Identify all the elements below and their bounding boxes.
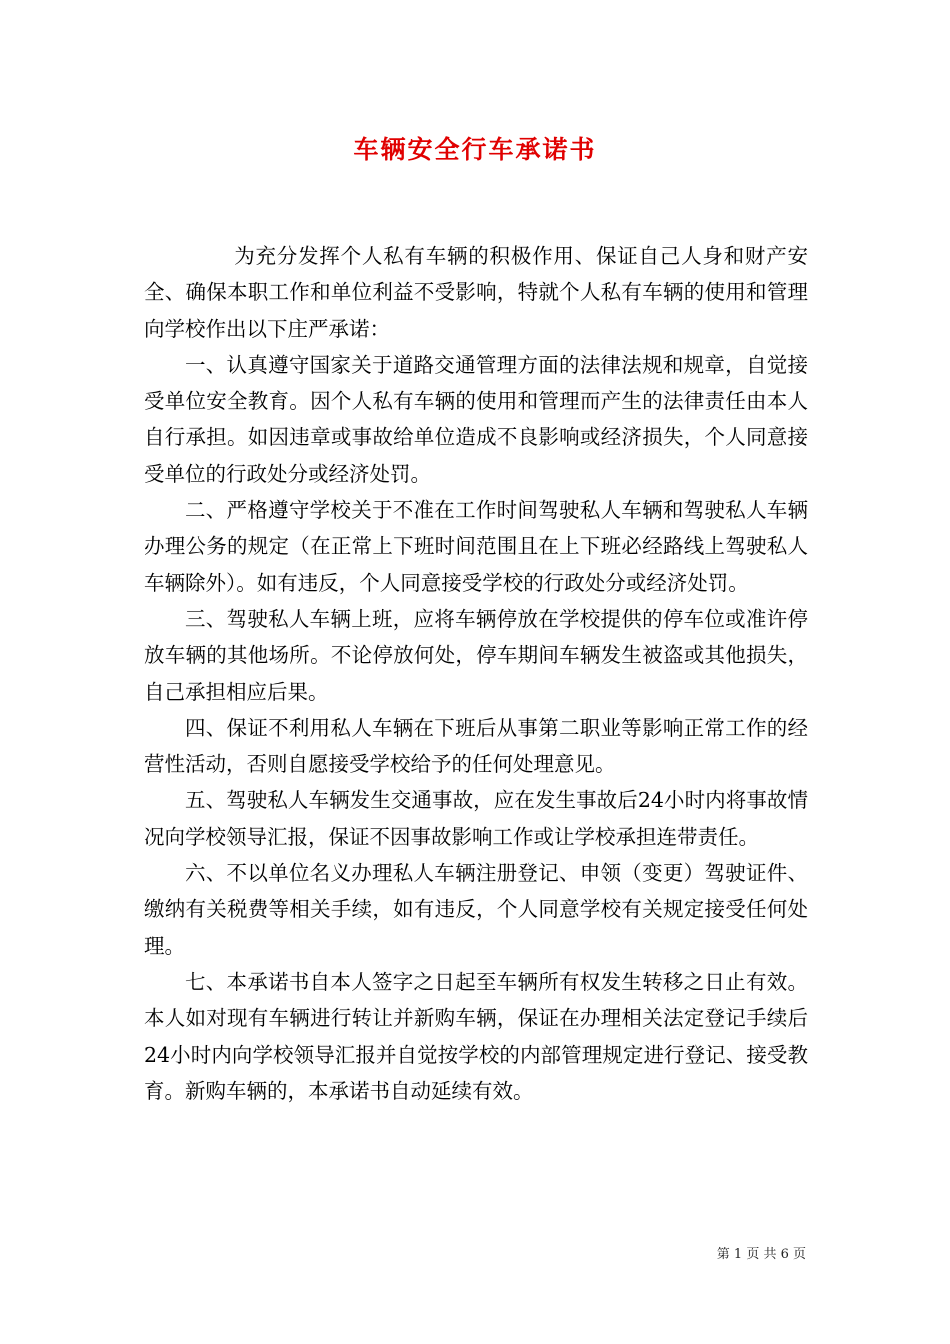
clause-6: 六、不以单位名义办理私人车辆注册登记、申领（变更）驾驶证件、缴纳有关税费等相关手续，如有违反，个人同意学校有关规定接受任何处理。 [144,861,808,958]
clause-7: 七、本承诺书自本人签字之日起至车辆所有权发生转移之日止有效。本人如对现有车辆进行转让并新购车辆，保证在办理相关法定登记手续后24小时内向学校领导汇报并自觉按学校的内部管理规定进行登记、接受教育。新购车辆的，本承诺书自动延续有效。 [144,969,808,1103]
intro-paragraph: 为充分发挥个人私有车辆的积极作用、保证自己人身和财产安全、确保本职工作和单位利益不受影响，特就个人私有车辆的使用和管理向学校作出以下庄严承诺： [144,244,808,341]
clause-2: 二、严格遵守学校关于不准在工作时间驾驶私人车辆和驾驶私人车辆办理公务的规定（在正常上下班时间范围且在上下班必经路线上驾驶私人车辆除外）。如有违反，个人同意接受学校的行政处分或经济处罚。 [144,498,808,595]
page-title: 车辆安全行车承诺书 [353,135,597,164]
clause-5: 五、驾驶私人车辆发生交通事故，应在发生事故后24小时内将事故情况向学校领导汇报，保证不因事故影响工作或让学校承担连带责任。 [144,788,808,849]
page-number: 第 1 页 共 6 页 [716,1247,806,1262]
clause-1: 一、认真遵守国家关于道路交通管理方面的法律法规和规章，自觉接受单位安全教育。因个人私有车辆的使用和管理而产生的法律责任由本人自行承担。如因违章或事故给单位造成不良影响或经济损失，个人同意接受单位的行政处分或经济处罚。 [144,352,808,486]
document-body [144,238,808,1109]
clause-4: 四、保证不利用私人车辆在下班后从事第二职业等影响正常工作的经营性活动，否则自愿接受学校给予的任何处理意见。 [144,715,808,777]
clause-3: 三、驾驶私人车辆上班，应将车辆停放在学校提供的停车位或准许停放车辆的其他场所。不论停放何处，停车期间车辆发生被盗或其他损失，自己承担相应后果。 [144,606,808,704]
